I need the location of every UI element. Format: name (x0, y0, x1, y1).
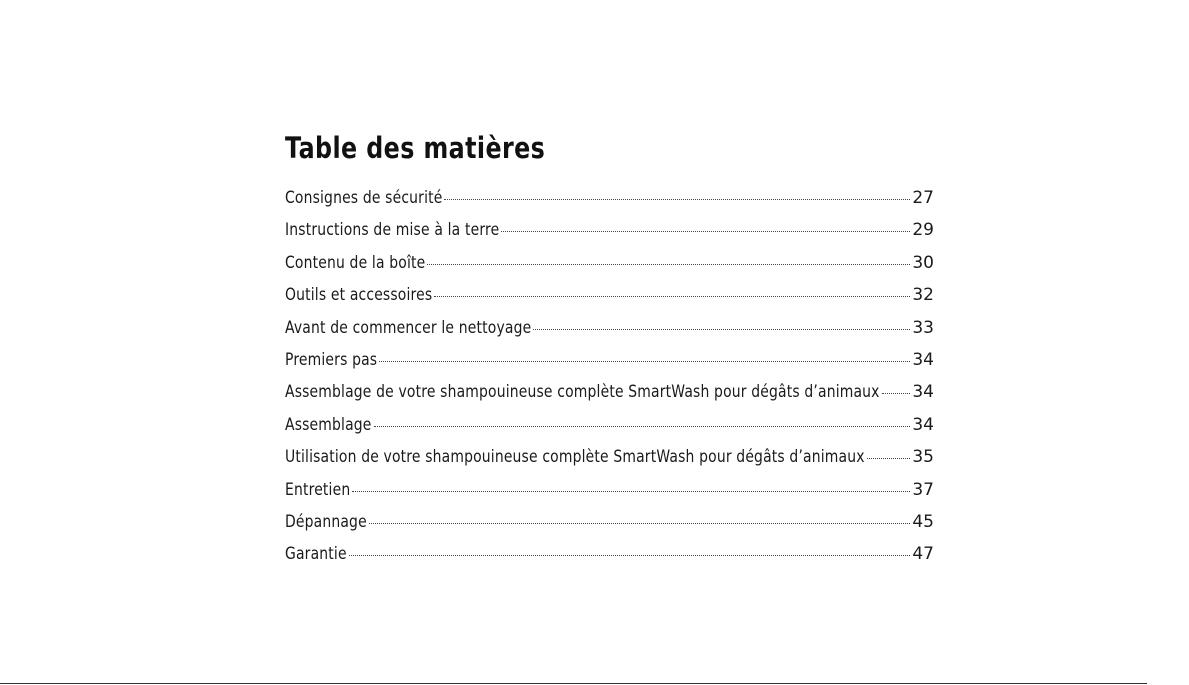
dot-leader (867, 458, 911, 459)
dot-leader (374, 426, 911, 427)
toc-entry-row (285, 506, 934, 538)
dot-leader (379, 361, 910, 362)
toc-entry-row (285, 441, 934, 473)
toc-entry-label: Outils et accessoires (285, 285, 433, 306)
toc-list (285, 182, 934, 571)
dot-leader (501, 231, 910, 232)
toc-entry-label: Utilisation de votre shampouineuse complète SmartWash pour dégâts d’animaux (285, 447, 865, 468)
toc-entry (285, 506, 934, 538)
dot-leader (434, 296, 910, 297)
toc-entry-page-number: 47 (912, 544, 934, 565)
toc-entry-page-number: 32 (912, 285, 934, 306)
toc-entry-page-number: 34 (912, 382, 934, 403)
toc-entry-page-number: 33 (912, 317, 934, 338)
toc-entry (285, 344, 934, 376)
bottom-rule (0, 683, 1147, 684)
toc-entry (285, 312, 934, 344)
toc-entry-row (285, 376, 934, 408)
toc-entry (285, 409, 934, 441)
dot-leader (444, 199, 910, 200)
toc-entry (285, 474, 934, 506)
toc-entry-page-number: 34 (912, 414, 934, 435)
toc-entry (285, 538, 934, 570)
toc-entry-row (285, 312, 934, 344)
toc-entry-row (285, 214, 934, 246)
toc-entry-page-number: 45 (912, 511, 934, 532)
toc-title: Table des matières (285, 131, 546, 165)
toc-entry-row (285, 538, 934, 570)
toc-entry-label: Entretien (285, 479, 351, 500)
toc-entry-page-number: 27 (912, 188, 934, 208)
dot-leader (533, 329, 910, 330)
toc-entry-row (285, 279, 934, 311)
dot-leader (349, 555, 911, 556)
toc-entry-page-number: 30 (912, 252, 934, 273)
toc-entry (285, 441, 934, 473)
toc-entry-label: Dépannage (285, 511, 367, 532)
toc-entry-row (285, 409, 934, 441)
dot-leader (882, 393, 911, 394)
toc-entry (285, 214, 934, 246)
toc-entry-page-number: 34 (912, 349, 934, 370)
toc-entry-page-number: 35 (912, 447, 934, 468)
toc-entry-label: Assemblage (285, 414, 372, 435)
dot-leader (369, 523, 911, 524)
toc-entry-page-number: 29 (912, 220, 934, 241)
toc-entry-label: Assemblage de votre shampouineuse complète SmartWash pour dégâts d’animaux (285, 382, 880, 403)
toc-entry-label: Contenu de la boîte (285, 252, 426, 273)
toc-entry (285, 376, 934, 408)
toc-entry-label: Instructions de mise à la terre (285, 220, 500, 241)
dot-leader (427, 264, 910, 265)
toc-entry-row (285, 474, 934, 506)
toc-entry-label: Consignes de sécurité (285, 188, 443, 208)
toc-entry (285, 182, 934, 214)
toc-entry-row (285, 344, 934, 376)
toc-entry-label: Garantie (285, 544, 347, 565)
toc-entry (285, 279, 934, 311)
toc-entry-page-number: 37 (912, 479, 934, 500)
dot-leader (352, 491, 910, 492)
toc-entry-row (285, 247, 934, 279)
toc-entry (285, 247, 934, 279)
toc-entry-label: Premiers pas (285, 349, 378, 370)
table-of-contents (285, 128, 934, 571)
toc-entry-row (285, 182, 934, 214)
toc-entry-label: Avant de commencer le nettoyage (285, 317, 532, 338)
